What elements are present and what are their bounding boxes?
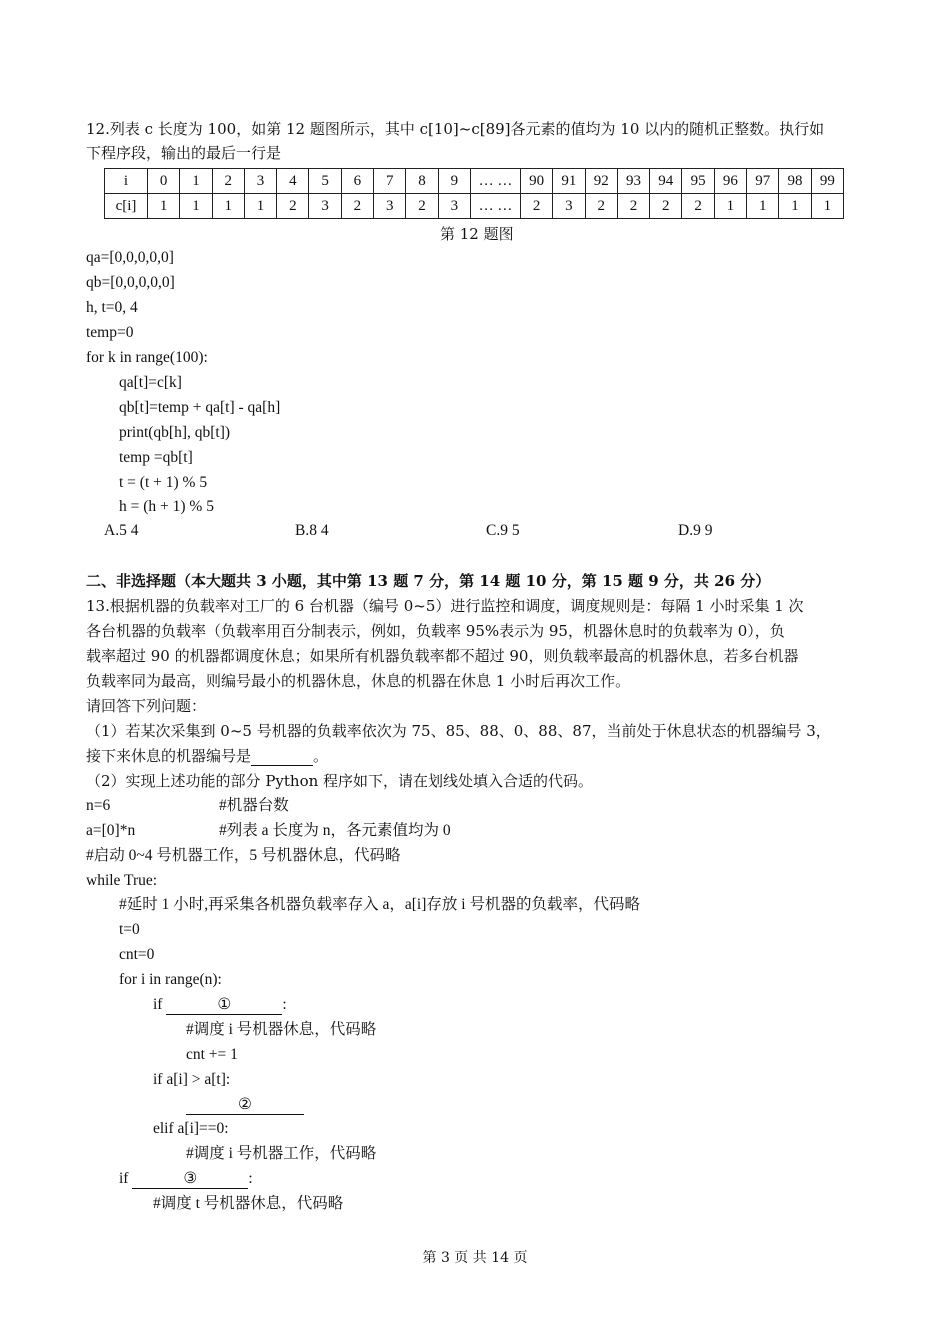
table-cell: 8 [406,169,438,194]
table-cell: 4 [277,169,309,194]
table-cell: 6 [341,169,373,194]
table-cell: 2 [341,194,373,219]
table-cell: 7 [374,169,406,194]
option-d: D.9 9 [678,522,713,539]
table-cell: 90 [520,169,552,194]
table-cell: 1 [148,194,180,219]
option-b: B.8 4 [295,522,329,539]
code-comment: #列表 a 长度为 n，各元素值均为 0 [219,822,451,839]
colon: : [248,1170,253,1187]
q12-data-table [104,168,844,219]
q13-sub2: （2）实现上述功能的部分 Python 程序如下，请在划线处填入合适的代码。 [86,772,594,790]
code-line: cnt += 1 [186,1046,238,1063]
code-line: n=6 [86,797,111,814]
code-line: cnt=0 [119,946,155,963]
code-line: print(qb[h], qb[t]) [119,424,231,441]
q13-stem-line: 13.根据机器的负载率对工厂的 6 台机器（编号 0~5）进行监控和调度，调度规则是：每隔 1 小时采集 1 次 [86,597,804,615]
q13-sub1-line1: （1）若某次采集到 0~5 号机器的负载率依次为 75、85、88、0、88、87，当前处于休息状态的机器编号 3， [86,722,831,740]
answer-blank-1[interactable]: ① [166,996,282,1015]
table-cell: 91 [553,169,585,194]
code-line: for k in range(100): [86,349,208,366]
table-cell: 92 [585,169,617,194]
code-comment: #调度 t 号机器休息，代码略 [153,1195,344,1212]
table-cell: 99 [811,169,843,194]
table-cell: c[i] [105,194,148,219]
q12-stem-line1: 12.列表 c 长度为 100，如第 12 题图所示，其中 c[10]~c[89]各元素的值均为 10 以内的随机正整数。执行如 [86,120,825,138]
code-line: qa=[0,0,0,0,0] [86,249,174,266]
table-cell: … … [470,169,520,194]
table-cell: 1 [811,194,843,219]
table-cell: 3 [309,194,341,219]
code-line: if a[i] > a[t]: [153,1071,231,1088]
table-cell: 98 [779,169,811,194]
table-cell: 1 [714,194,746,219]
code-comment: #延时 1 小时,再采集各机器负载率存入 a，a[i]存放 i 号机器的负载率，代码略 [119,896,640,913]
code-line: a=[0]*n [86,822,136,839]
q13-sub1-line2 [86,746,328,766]
table-cell: 1 [180,194,212,219]
table-cell: 5 [309,169,341,194]
table-row-c [105,194,844,219]
table-cell: 1 [244,194,276,219]
code-line: while True: [86,872,158,889]
sub1-text: 接下来休息的机器编号是 [86,747,252,765]
table-cell: 93 [617,169,649,194]
answer-blank-sub1[interactable] [251,747,313,766]
q13-prompt: 请回答下列问题： [86,697,207,715]
code-line: t=0 [119,921,140,938]
table-cell: 0 [148,169,180,194]
code-line: temp=0 [86,324,134,341]
colon: : [282,996,287,1013]
code-comment: #调度 i 号机器工作，代码略 [186,1145,377,1162]
q13-stem-line: 载率超过 90 的机器都调度休息；如果所有机器负载率都不超过 90，则负载率最高的机器休息，若多台机器 [86,647,799,665]
code-line-if1 [153,995,287,1015]
table-cell: 2 [520,194,552,219]
table-cell: 2 [277,194,309,219]
code-line: for i in range(n): [119,971,222,988]
if-keyword: if [119,1170,133,1187]
answer-blank-3[interactable]: ③ [132,1170,248,1189]
table-cell: 94 [650,169,682,194]
code-line: qb=[0,0,0,0,0] [86,274,175,291]
table-cell: 97 [747,169,779,194]
code-comment: #调度 i 号机器休息，代码略 [186,1021,377,1038]
table-cell: 1 [747,194,779,219]
table-cell: 1 [212,194,244,219]
table-cell: 1 [180,169,212,194]
table-cell: 3 [244,169,276,194]
q13-stem-line: 各台机器的负载率（负载率用百分制表示，例如，负载率 95%表示为 95，机器休息时的负载率为 0），负 [86,622,785,640]
table-cell: 95 [682,169,714,194]
code-line: qb[t]=temp + qa[t] - qa[h] [119,399,281,416]
code-line: t = (t + 1) % 5 [119,474,208,491]
table-cell: 2 [650,194,682,219]
code-line: h = (h + 1) % 5 [119,498,214,515]
table-cell: 1 [779,194,811,219]
q12-figure-caption: 第 12 题图 [440,225,514,243]
code-line: temp =qb[t] [119,449,193,466]
page-footer: 第 3 页 共 14 页 [422,1250,528,1266]
code-comment: #启动 0~4 号机器工作，5 号机器休息，代码略 [86,847,401,864]
table-cell: i [105,169,148,194]
table-cell: 9 [438,169,470,194]
code-line: qa[t]=c[k] [119,374,182,391]
code-line: h, t=0, 4 [86,299,138,316]
q12-stem-line2: 下程序段，输出的最后一行是 [86,144,282,162]
table-cell: 2 [406,194,438,219]
option-c: C.9 5 [486,522,520,539]
q13-stem-line: 负载率同为最高，则编号最小的机器休息，休息的机器在休息 1 小时后再次工作。 [86,672,631,690]
table-cell: … … [470,194,520,219]
table-cell: 2 [212,169,244,194]
table-cell: 3 [374,194,406,219]
table-cell: 96 [714,169,746,194]
code-line: elif a[i]==0: [153,1120,229,1137]
if-keyword: if [153,996,167,1013]
option-a: A.5 4 [104,522,139,539]
table-cell: 2 [617,194,649,219]
section-heading: 二、非选择题（本大题共 3 小题，其中第 13 题 7 分，第 14 题 10 分，第 15 题 9 分，共 26 分） [86,572,771,590]
table-cell: 2 [585,194,617,219]
answer-blank-2[interactable]: ② [186,1096,304,1115]
table-cell: 3 [553,194,585,219]
code-line-blank2 [186,1095,304,1115]
sub1-period: 。 [313,747,329,765]
code-line-if3 [119,1169,253,1189]
table-row-i [105,169,844,194]
table-cell: 2 [682,194,714,219]
code-comment: #机器台数 [219,797,289,814]
table-cell: 3 [438,194,470,219]
